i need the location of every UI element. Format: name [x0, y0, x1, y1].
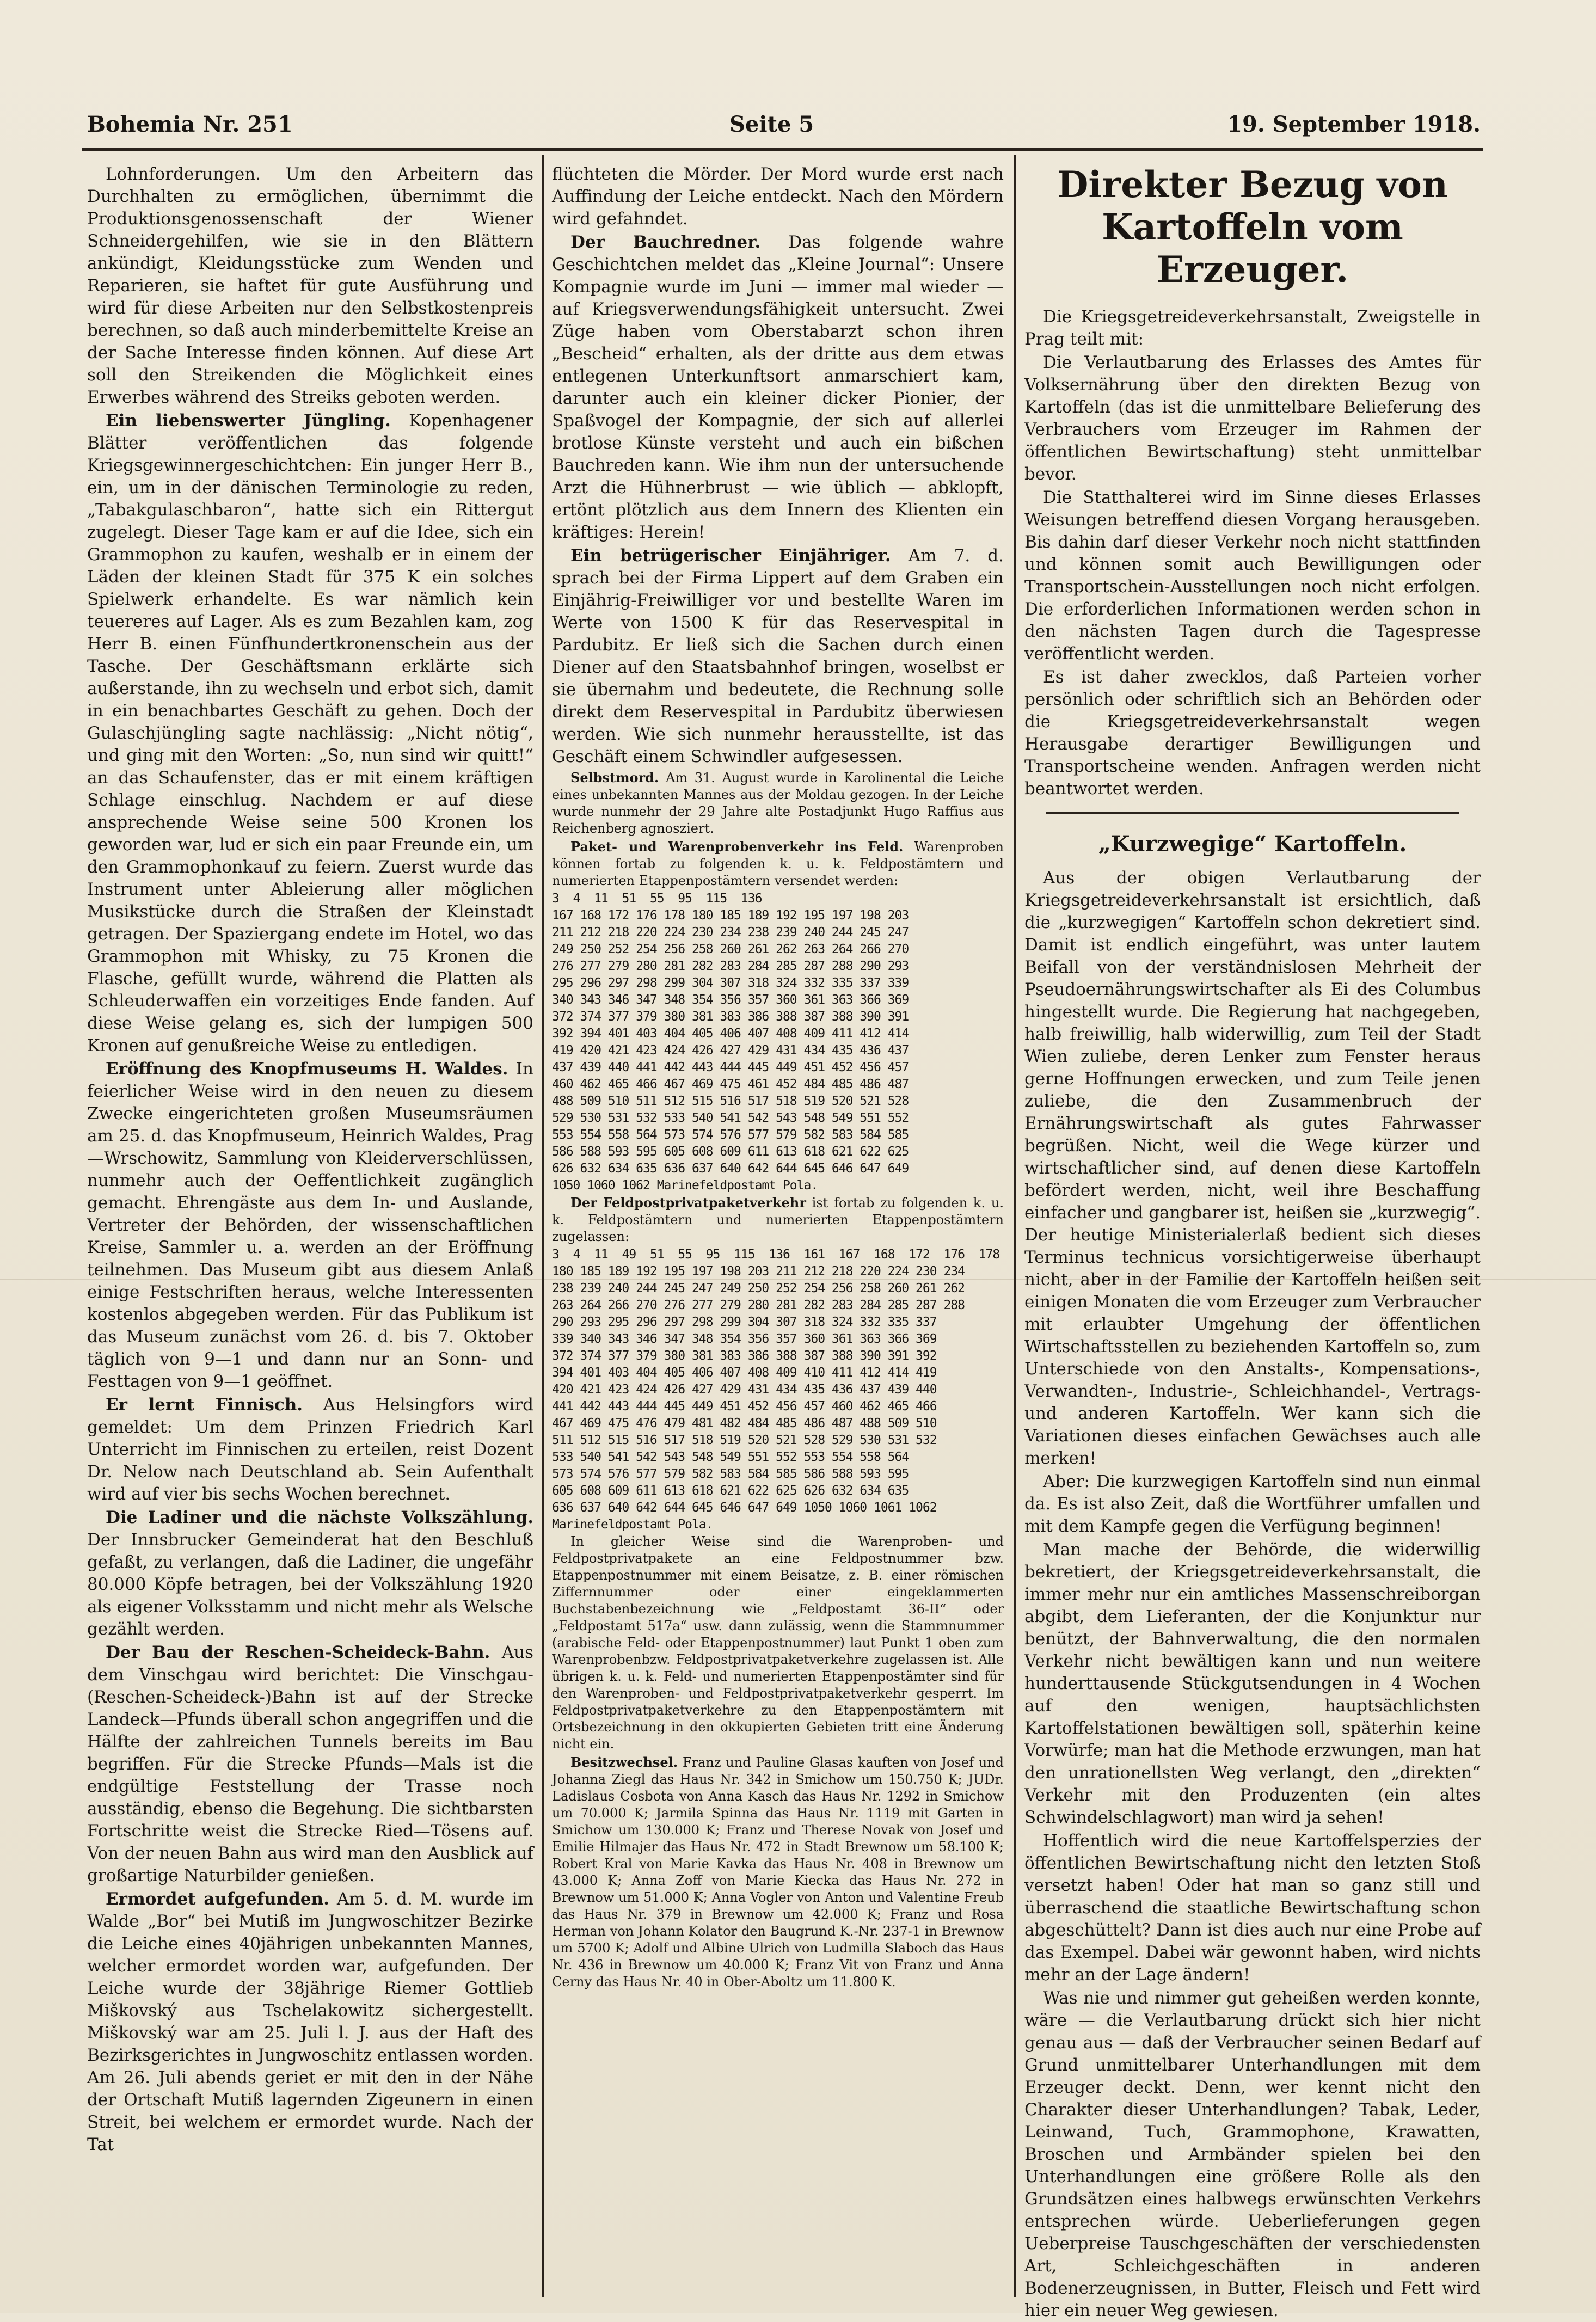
- article-text: In feierlicher Weise wird in den neuen zu diesem Zwecke eingerichteten großen Museumsräumen am 25. d. das Knopfmuseum, Heinrich Waldes, Prag—Wrschowitz, Sammlung von Kleiderverschlüssen, nunmehr auch der Oeffentlichkeit zugänglich gemacht. Ehrengäste aus dem In- und Auslande, Vertreter der Behörden, der wissenschaftlichen Kreise, Sammler u. a. werden an der Eröffnung teilnehmen. Das Museum gibt aus diesem Anlaß einige Festschriften heraus, welche Interessenten kostenlos abgegeben werden. Für das Publikum ist das Museum zunächst vom 26. d. bis 7. Oktober täglich von 9—1 und dann nur an Sonn- und Festtagen von 9—1 geöffnet.: [87, 1059, 533, 1391]
- article-paragraph: [552, 769, 1004, 837]
- number-list: 3 4 11 49 51 55 95 115 136 161 167 168 172 176 178 180 185 189 192 195 197 198 203 211 212 218 220 224 230 234 238 239 240 244 245 247 249 250 252 254 256 258 260 261 262 263 264 266 270 276 277 279 280 281 282 283 284 285 287 288 290 293 295 296 297 298 299 304 307 318 324 332 335 337 339 340 343 346 347 348 354 356 357 360 361 363 366 369 372 374 377 379 380 381 383 386 388 387 388 390 391 392 394 401 403 404 405 406 407 408 409 410 411 412 414 419 420 421 423 424 426 427 429 431 434 435 436 437 439 440 441 442 443 444 445 449 451 452 456 457 460 462 465 466 467 469 475 476 479 481 482 484 485 486 487 488 509 510 511 512 515 516 517 518 519 520 521 528 529 530 531 532 533 540 541 542 543 548 549 551 552 553 554 558 564 573 574 576 577 579 582 583 584 585 586 588 593 595 605 608 609 611 613 618 621 622 625 626 632 634 635 636 637 640 642 644 645 646 647 649 1050 1060 1061 1062 Marinefeldpostamt Pola.: [552, 1248, 1000, 1532]
- article-title: Direkter Bezug von Kartoffeln vom Erzeuger.: [1057, 163, 1448, 291]
- column-1: [87, 163, 533, 2292]
- article-heading: Ein liebenswerter Jüngling.: [106, 411, 391, 431]
- article-body-2: [1024, 867, 1481, 2322]
- article-text: Lohnforderungen. Um den Arbeitern das Durchhalten zu ermöglichen, übernimmt die Produktionsgenossenschaft der Wiener Schneidergehilfen, wie sie in den Blättern ankündigt, Kleidungsstücke zum Wenden und Reparieren, sie haftet für gute Ausführung und wird für diese Arbeiten nur den Selbstkostenpreis berechnen, so daß auch minderbemittelte Kreise an der Sache Interesse finden können. Auf diese Art soll den Streikenden die Möglichkeit eines Erwerbes während des Streiks geboten werden.: [87, 164, 533, 407]
- paper-fold: [0, 1279, 1596, 1280]
- article-heading: Der Feldpostprivatpaketverkehr: [570, 1195, 806, 1211]
- article-paragraph: Hoffentlich wird die neue Kartoffelsperzies der öffentlichen Bewirtschaftung nicht den letzten Stoß versetzt haben! Oder hat man so ganz still und überraschend die staatliche Bewirtschaftung schon abgeschüttelt? Dann ist dies auch nur eine Probe auf das Exempel. Dabei wär gewonnt haben, wird nichts mehr an der Lage ändern!: [1024, 1831, 1481, 1985]
- article-paragraph: Die Verlautbarung des Erlasses des Amtes für Volksernährung über den direkten Bezug von Kartoffeln (das ist die unmittelbare Belieferung des Verbrauchers vom Erzeuger im Rahmen der öffentlichen Bewirtschaftung) steht unmittelbar bevor.: [1024, 353, 1481, 484]
- section-rule: [1046, 812, 1459, 814]
- article-heading: Die Ladiner und die nächste Volkszählung.: [106, 1508, 533, 1527]
- article-subtitle: „Kurzwegige“ Kartoffeln.: [1098, 831, 1407, 857]
- article-paragraph: Aus der obigen Verlautbarung der Kriegsgetreideverkehrsanstalt ist ersichtlich, daß die „kurzwegigen“ Kartoffeln schon dekretiert sind. Damit ist endlich eingeführt, was unter lautem Beifall von der verständnislosen Mehrheit der Pseudoernährungswirtschafter als Ei des Columbus hingestellt wurde. Die Regierung hat nachgegeben, halb freiwillig, halb widerwillig, zum Teil der Stadt Wien zuliebe, deren Lenker zum Fenster heraus gerne Hoffnungen erwecken, und zum Teile jenen zuliebe, die den Zusammenbruch der Ernährungswirtschaft als gutes Fahrwasser begrüßen. Nicht, weil die Wege kürzer und wirtschaftlicher sind, auf denen diese Kartoffeln befördert werden, nicht, weil ihre Beschaffung einfacher und gangbarer ist, heißen sie „kurzwegig“. Der heutige Ministerialerlaß bedient sich dieses Terminus technicus vorsichtigerweise überhaupt nicht, aber in der Familie der Kartoffeln heißen seit einigen Monaten die vom Erzeuger zum Verbraucher mit erlaubter Umgehung der öffentlichen Wirtschaftsstellen zu beziehenden Kartoffeln so, zum Unterschiede von den Anstalts-, Kompensations-, Verwandten-, Industrie-, Schleichhandel-, Vertrags- und anderen Kartoffeln. Wer kann sich die Variationen dieses einfachen Gewächses auch alle merken!: [1024, 868, 1481, 1468]
- article-heading: Besitzwechsel.: [570, 1754, 678, 1770]
- article-text: Franz und Pauline Glasas kauften von Josef und Johanna Ziegl das Haus Nr. 342 in Smichow um 150.750 K; JUDr. Ladislaus Cosbota von Anna Kasch das Haus Nr. 1292 in Smichow um 70.000 K; Jarmila Spinna das Haus Nr. 1119 mit Garten in Smichow um 130.000 K; Franz und Therese Novak von Josef und Emilie Hilmajer das Haus Nr. 472 in Stadt Brewnow um 58.100 K; Robert Kral von Marie Kavka das Haus Nr. 408 in Brewnow um 43.000 K; Anna Zoff von Marie Kiecka das Haus Nr. 272 in Brewnow um 51.000 K; Anna Vogler von Anton und Valentine Freub das Haus Nr. 379 in Brewnow um 42.000 K; Franz und Rosa Herman von Johann Kolator den Baugrund K.-Nr. 237-1 in Brewnow um 5700 K; Adolf und Albine Ulrich von Ludmilla Slaboch das Haus Nr. 436 in Brewnow um 40.000 K; Franz Vit von Franz und Anna Cerny das Haus Nr. 40 in Ober-Aboltz um 11.800 K.: [552, 1755, 1004, 1989]
- article-paragraph: [87, 1507, 533, 1641]
- column-divider-2: [1014, 155, 1016, 2297]
- article-heading: Ein betrügerischer Einjähriger.: [570, 546, 891, 566]
- article-text: Das folgende wahre Geschichtchen meldet das „Kleine Journal“: Unsere Kompagnie wurde im Juni — immer mal wieder — auf Kriegsverwendungsfähigkeit untersucht. Zwei Züge haben vom Oberstabarzt schon ihren „Bescheid“ erhalten, als der dritte aus dem etwas entlegenen Unterkunftsort anmarschiert kam, darunter auch ein kleiner dicker Pionier, der Spaßvogel der Kompagnie, der sich auf allerlei brotlose Künste versteht und auch ein bißchen Bauchreden kann. Wie ihm nun der untersuchende Arzt die Hühnerbrust — wie üblich — abklopft, ertönt plötzlich aus dem Innern des Klienten ein kräftiges: Herein!: [552, 232, 1004, 542]
- article-paragraph: [552, 838, 1004, 889]
- article-paragraph: [87, 1394, 533, 1506]
- column-2: [552, 163, 1004, 2292]
- header-rule: [82, 148, 1483, 151]
- page-number: Seite 5: [729, 112, 814, 137]
- article-text: In gleicher Weise sind die Warenproben- und Feldpostprivatpakete an eine Feldpostnummer bzw. Etappenpostnummer mit einem Beisatze, z. B. einer römischen Ziffernnummer oder einer eingeklammerten Buchstabenbezeichnung wie „Feldpostamt 36-II“ oder „Feldpostamt 517a“ usw. dann zulässig, wenn die Stammnummer (arabische Feld- oder Etappenpostnummer) laut Punkt 1 oben zum Warenprobenbzw. Feldpostprivatpaketverkehre zugelassen ist. Alle übrigen k. u. k. Feld- und numerierten Etappenpostämter sind für den Warenproben- und Feldpostprivatpaketverkehr gesperrt. Im Feldpostprivatpaketverkehre zu den Etappenpostämtern mit Ortsbezeichnung in den okkupierten Gebieten tritt eine Änderung nicht ein.: [552, 1534, 1004, 1752]
- article-heading: Paket- und Warenprobenverkehr ins Feld.: [570, 839, 904, 855]
- article-paragraph: Es ist daher zwecklos, daß Parteien vorher persönlich oder schriftlich sich an Behörden oder die Kriegsgetreideverkehrsanstalt wegen Herausgabe derartiger Bewilligungen und Transportscheine wenden. Anfragen werden nicht beantwortet werden.: [1024, 667, 1481, 798]
- article-paragraph: [552, 1533, 1004, 1753]
- article-text: Der Innsbrucker Gemeinderat hat den Beschluß gefaßt, zu verlangen, daß die Ladiner, die ungefähr 80.000 Köpfe betragen, bei der Volkszählung 1920 als eigener Volksstamm und nicht mehr als Welsche gezählt werden.: [87, 1530, 533, 1639]
- article-text: Am 31. August wurde in Karolinental die Leiche eines unbekannten Mannes aus der Moldau gezogen. In der Leiche wurde nunmehr der 29 Jahre alte Postadjunkt Hugo Raffius aus Reichenberg agnosziert.: [552, 770, 1004, 836]
- article-paragraph: [87, 1642, 533, 1887]
- article-paragraph: [552, 163, 1004, 230]
- article-paragraph: Was nie und nimmer gut geheißen werden konnte, wäre — die Verlautbarung drückt sich hier nicht genau aus — daß der Verbraucher seinen Bedarf auf Grund unmittelbarer Unterhandlungen mit dem Erzeuger deckt. Denn, wer kennt nicht den Charakter dieser Unterhandlungen? Tabak, Leder, Leinwand, Tuch, Grammophone, Krawatten, Broschen und Armbänder spielen bei den Unterhandlungen eine größere Rolle als den Grundsätzen eines halbwegs erwünschten Verkehrs entsprechen würde. Ueberlieferungen gegen Ueberpreise Tauschgeschäften der verschiedensten Art, Schleichgeschäften in anderen Bodenerzeugnissen, in Butter, Fleisch und Fett wird hier ein neuer Weg gewiesen.: [1024, 1988, 1481, 2320]
- article-heading: Selbstmord.: [570, 770, 659, 785]
- article-text: flüchteten die Mörder. Der Mord wurde erst nach Auffindung der Leiche entdeckt. Nach den Mördern wird gefahndet.: [552, 164, 1004, 229]
- article-text: Aus Helsingfors wird gemeldet: Um dem Prinzen Friedrich Karl Unterricht im Finnischen zu erteilen, reist Dozent Dr. Nelow nach Deutschland ab. Sein Aufenthalt wird auf vier bis sechs Wochen berechnet.: [87, 1395, 533, 1504]
- masthead: [87, 112, 1481, 150]
- article-heading: Eröffnung des Knopfmuseums H. Waldes.: [106, 1059, 508, 1079]
- article-paragraph: [552, 231, 1004, 544]
- number-list: 3 4 11 51 55 95 115 136 167 168 172 176 178 180 185 189 192 195 197 198 203 211 212 218 220 224 230 234 238 239 240 244 245 247 249 250 252 254 256 258 260 261 262 263 264 266 270 276 277 279 280 281 282 283 284 285 287 288 290 293 295 296 297 298 299 304 307 318 324 332 335 337 339 340 343 346 347 348 354 356 357 360 361 363 366 369 372 374 377 379 380 381 383 386 388 387 388 390 391 392 394 401 403 404 405 406 407 408 409 411 412 414 419 420 421 423 424 426 427 429 431 434 435 436 437 437 439 440 441 442 443 444 445 449 451 452 456 457 460 462 465 466 467 469 475 461 452 484 485 486 487 488 509 510 511 512 515 516 517 518 519 520 521 528 529 530 531 532 533 540 541 542 543 548 549 551 552 553 554 558 564 573 574 576 577 579 582 583 584 585 586 588 593 595 605 608 609 611 613 618 621 622 625 626 632 634 635 636 637 640 642 644 645 646 647 649 1050 1060 1062 Marinefeldpostamt Pola.: [552, 892, 909, 1193]
- article-heading: Der Bauchredner.: [570, 232, 761, 252]
- issue-number: Bohemia Nr. 251: [87, 112, 293, 137]
- article-text: Am 7. d. sprach bei der Firma Lippert auf dem Graben ein Einjährig-Freiwilliger vor und bestellte Waren im Werte von 1500 K für das Reservespital in Pardubitz. Er ließ sich die Sachen durch einen Diener auf den Staatsbahnhof bringen, woselbst er sie übernahm und bedeutete, die Rechnung solle direkt dem Reservespital in Pardubitz überwiesen werden. Wie sich nunmehr herausstellte, ist das Geschäft einem Schwindler aufgesessen.: [552, 546, 1004, 766]
- article-paragraph: Aber: Die kurzwegigen Kartoffeln sind nun einmal da. Es ist also Zeit, daß die Wortführer umfallen und mit dem Kampfe gegen die Verfügung beginnen!: [1024, 1472, 1481, 1536]
- article-paragraph: [552, 1754, 1004, 1991]
- article-text: Am 5. d. M. wurde im Walde „Bor“ bei Mutiß im Jungwoschitzer Bezirke die Leiche eines 40jährigen unbekannten Mannes, welcher ermordet worden war, aufgefunden. Der Leiche wurde der 38jährige Riemer Gottlieb Miškovský aus Tschelakowitz sichergestellt. Miškovský war am 25. Juli l. J. aus der Haft des Bezirksgerichtes in Jungwoschitz entlassen worden. Am 26. Juli abends geriet er mit den in der Nähe der Ortschaft Mutiß lagernden Zigeunern in einen Streit, bei welchem er ermordet wurde. Nach der Tat: [87, 1889, 533, 2154]
- article-paragraph: Die Kriegsgetreideverkehrsanstalt, Zweigstelle in Prag teilt mit:: [1024, 307, 1481, 349]
- article-text: Kopenhagener Blätter veröffentlichen das folgende Kriegsgewinnergeschichtchen: Ein junger Herr B., ein, um in der dänischen Terminologie zu reden, „Tabakgulaschbaron“, hatte sich ein Rittergut zugelegt. Dieser Tage kam er auf die Idee, sich ein Grammophon zu kaufen, weshalb er in einem der Läden der kleinen Stadt für 375 K ein solches Spielwerk erhandelte. Es war nämlich kein teuereres auf Lager. Als es zum Bezahlen kam, zog Herr B. einen Fünfhundertkronenschein aus der Tasche. Der Geschäftsmann erklärte sich außerstande, ihn zu wechseln und erbot sich, damit in ein benachbartes Geschäft zu gehen. Doch der Gulaschjüngling sagte nachlässig: „Nicht nötig“, und ging mit den Worten: „So, nun sind wir quitt!“ an das Schaufenster, das er mit einem kräftigen Schlage einschlug. Nachdem er auf diese ansprechende Weise seine 500 Kronen los geworden war, lud er sich ein paar Freunde ein, um den Grammophonkauf zu feiern. Zuerst wurde das Instrument unter Ableierung aller möglichen Musikstücke durch die Straßen der Kleinstadt getragen. Der Spaziergang endete im Hotel, wo das Grammophon mit Whisky, zu 75 Kronen die Flasche, gefüllt wurde, während die Platten als Schleuderwaffen ein vorzeitiges Ende fanden. Auf diese Weise gelang es, sich der lumpigen 500 Kronen auf genußreiche Weise zu entledigen.: [87, 411, 533, 1055]
- article-text: Aus dem Vinschgau wird berichtet: Die Vinschgau-(Reschen-Scheideck-)Bahn ist auf der Strecke Landeck—Pfunds überall schon angegriffen und die Hälfte der zahlreichen Tunnels bereits im Bau begriffen. Für die Strecke Pfunds—Mals ist die endgültige Feststellung der Trasse noch ausständig, ebenso die Begehung. Die sichtbarsten Fortschritte weist die Strecke Ried—Tösens auf. Von der neuen Bahn aus wird man den Ausblick auf großartige Naturbilder genießen.: [87, 1643, 533, 1885]
- column-3: [1024, 163, 1481, 2320]
- article-body: [1024, 306, 1481, 800]
- article-paragraph: Die Statthalterei wird im Sinne dieses Erlasses Weisungen betreffend diesen Vorgang herausgeben. Bis dahin darf dieser Verkehr noch nicht stattfinden und können somit auch Bewilligungen oder Transportschein-Ausstellungen noch nicht erfolgen. Die erforderlichen Informationen werden schon in den nächsten Tagen durch die Tagespresse veröffentlicht werden.: [1024, 488, 1481, 664]
- article-text: Warenproben können fortab zu folgenden k. u. k. Feldpostämtern und numerierten Etappenpostämtern versendet werden:: [552, 839, 1004, 888]
- article-paragraph: [87, 1888, 533, 2156]
- article-paragraph: [87, 163, 533, 409]
- article-heading: Er lernt Finnisch.: [106, 1395, 303, 1415]
- article-heading: Der Bau der Reschen-Scheideck-Bahn.: [106, 1643, 490, 1662]
- article-paragraph: Man mache der Behörde, die widerwillig bekretiert, der Kriegsgetreideverkehrsanstalt, die immer mehr nur ein amtliches Massenschreiborgan abgibt, dem Lieferanten, der die Konjunktur nur benützt, der Bahnverwaltung, die den normalen Verkehr nicht bewältigen kann und nun weitere hunderttausende Stückgutsendungen in 4 Wochen auf den wenigen, hauptsächlichsten Kartoffelstationen bewältigen soll, späterhin keine Vorwürfe; man hat die Methode erzwungen, man hat den unrationellsten Weg verlangt, den „direkten“ Verkehr mit den Produzenten (ein altes Schwindelschlagwort) man wird ja sehen!: [1024, 1540, 1481, 1827]
- article-heading: Ermordet aufgefunden.: [106, 1889, 329, 1909]
- article-paragraph: [87, 1058, 533, 1393]
- article-text: ist fortab zu folgenden k. u. k. Feldpostämtern und numerierten Etappenpostämtern zugelassen:: [552, 1195, 1004, 1244]
- column-divider-1: [542, 155, 544, 2297]
- article-paragraph: [87, 410, 533, 1057]
- article-paragraph: [552, 545, 1004, 768]
- issue-date: 19. September 1918.: [1227, 112, 1481, 137]
- article-paragraph: [552, 1194, 1004, 1245]
